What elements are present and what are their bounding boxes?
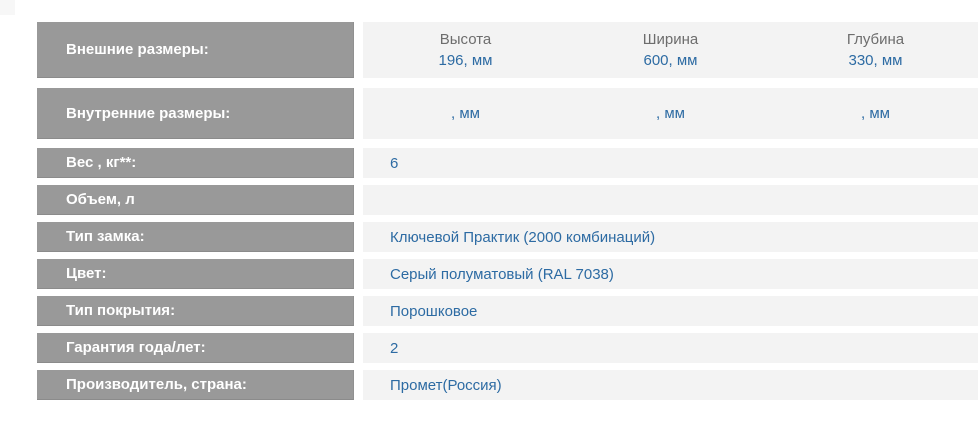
row-value: [363, 185, 978, 215]
row-label: Объем, л: [37, 185, 354, 215]
table-row-lock-type: [37, 222, 978, 252]
row-label: Тип покрытия:: [37, 296, 354, 326]
row-label: Производитель, страна:: [37, 370, 354, 400]
dimension-value: , мм: [656, 105, 685, 122]
dimension-header: Высота: [439, 31, 492, 48]
table-row-weight: [37, 148, 978, 178]
dimension-header: Глубина: [846, 31, 905, 48]
row-value: Серый полуматовый (RAL 7038): [363, 259, 978, 289]
dimension-value: , мм: [861, 105, 890, 122]
table-row-external-dimensions: [37, 22, 978, 78]
dimension-value: 330, мм: [848, 52, 903, 69]
table-row-coating-type: [37, 296, 978, 326]
row-value: 2: [363, 333, 978, 363]
dimension-column-width: [568, 105, 773, 122]
row-value: Порошковое: [363, 296, 978, 326]
table-row-internal-dimensions: [37, 88, 978, 139]
row-value: Ключевой Практик (2000 комбинаций): [363, 222, 978, 252]
corner-artifact: [0, 0, 15, 15]
dimension-header: Ширина: [642, 31, 699, 48]
table-row-color: [37, 259, 978, 289]
row-label: Гарантия года/лет:: [37, 333, 354, 363]
dimension-value: , мм: [451, 105, 480, 122]
row-label: Внутренние размеры:: [37, 88, 354, 139]
table-row-warranty: [37, 333, 978, 363]
dimension-column-depth: [773, 105, 978, 122]
dimension-value: 600, мм: [643, 52, 698, 69]
dimension-value: 196, мм: [438, 52, 493, 69]
row-value: 6: [363, 148, 978, 178]
dimension-column-height: [363, 105, 568, 122]
table-row-volume: [37, 185, 978, 215]
dimension-column-width: [568, 31, 773, 69]
row-label: Вес , кг**:: [37, 148, 354, 178]
row-value: Промет(Россия): [363, 370, 978, 400]
dimensions-value-cell: [363, 88, 978, 139]
dimension-column-depth: [773, 31, 978, 69]
table-row-manufacturer: [37, 370, 978, 400]
spec-table: [37, 22, 978, 407]
row-label: Цвет:: [37, 259, 354, 289]
dimensions-value-cell: [363, 22, 978, 78]
row-label: Внешние размеры:: [37, 22, 354, 78]
dimension-column-height: [363, 31, 568, 69]
row-label: Тип замка:: [37, 222, 354, 252]
